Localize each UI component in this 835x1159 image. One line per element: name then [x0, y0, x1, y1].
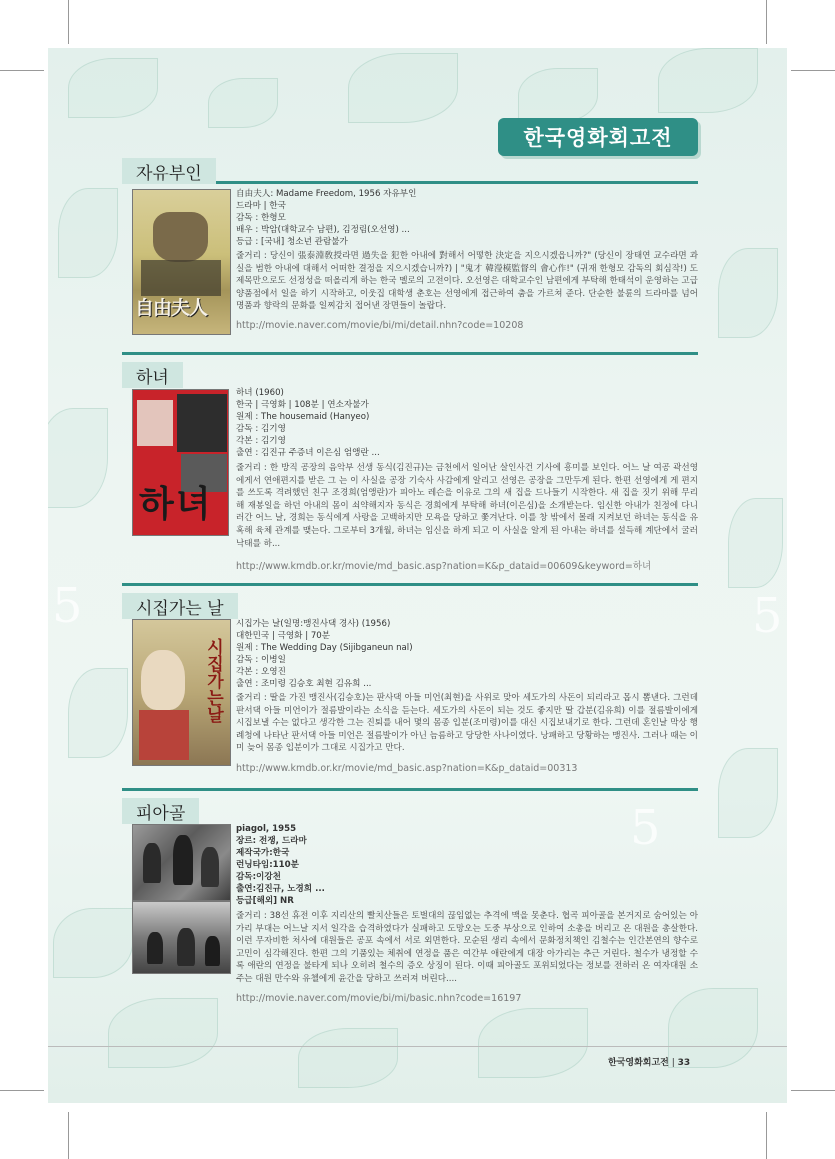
info-line: 출연:김진규, 노경희 ...: [236, 884, 325, 894]
info-line: 원제 : The Wedding Day (Sijibganeun nal): [236, 643, 413, 653]
info-line: 원제 : The housemaid (Hanyeo): [236, 412, 370, 422]
info-line: 장르: 전쟁, 드라마: [236, 836, 307, 846]
info-line: 드라마 | 한국: [236, 201, 286, 211]
crop-mark: [0, 1090, 44, 1091]
crop-mark: [766, 1112, 767, 1159]
poster-title: 自由夫人: [135, 297, 208, 319]
info-line: 출연 : 조미령 김승호 최현 김유희 ...: [236, 679, 372, 689]
section-rule: [122, 352, 698, 355]
section-rule: [122, 788, 698, 791]
footer-title: 한국영화회고전: [608, 1058, 669, 1068]
section-heading: 피아골: [122, 798, 199, 824]
info-line: 시집가는 날(일명:맹진사댁 경사) (1956): [236, 619, 391, 629]
info-line: 런닝타임:110분: [236, 860, 299, 870]
movie-poster: [132, 619, 231, 766]
info-line: 배우 : 박암(대학교수 남편), 김정림(오선영) ...: [236, 225, 410, 235]
info-line: 등급[해외] NR: [236, 896, 294, 906]
page-title: 한국영화회고전: [498, 118, 698, 156]
movie-link[interactable]: http://movie.naver.com/movie/bi/mi/basic.nhn?code=16197: [236, 993, 522, 1004]
movie-poster: [132, 389, 229, 536]
movie-still-top: [132, 824, 231, 901]
page-number: 33: [677, 1058, 691, 1068]
movie-link[interactable]: http://www.kmdb.or.kr/movie/md_basic.asp?nation=K&p_dataid=00313: [236, 763, 578, 774]
info-line: 감독:이강천: [236, 872, 281, 882]
section-heading: 하녀: [122, 362, 183, 388]
info-line: 등급 : [국내] 청소년 관람불가: [236, 237, 348, 247]
section-heading: 자유부인: [122, 158, 216, 184]
movie-still-bottom: [132, 901, 231, 974]
info-line: 감독 : 김기영: [236, 424, 286, 434]
movie-link[interactable]: http://movie.naver.com/movie/bi/mi/detail.nhn?code=10208: [236, 320, 524, 331]
movie-info: [236, 387, 380, 459]
movie-info: [236, 188, 416, 248]
section-heading: 시집가는 날: [122, 593, 238, 619]
crop-mark: [791, 70, 835, 71]
info-line: 출연 : 김진규 주증녀 이은심 엄앵란 ...: [236, 448, 380, 458]
movie-poster: [132, 189, 231, 335]
page-footer: [608, 1055, 690, 1068]
info-line: 대한민국 | 극영화 | 70분: [236, 631, 331, 641]
movie-synopsis: 줄거리 : 딸을 가진 맹진사(김승호)는 판사댁 아들 미언(최현)을 사위로 맞아 세도가의 사돈이 되리라고 몹시 뽐낸다. 그런데 판서댁 아들 미언이가 절름발이라는 소식을 듣는다. 세도가의 사돈이 되는 것도 좋지만 딸 갑분(김유희) 이를 절름발이에게 시집보낼 수는 없다고 생각한 그는 진퇴를 내어 몇의 몸종 입분(조미령)이를 대신 시집보내기로 한다. 그런데 혼인날 막상 행례청에 나타난 판서댁 아들 미언은 절름발이가 아닌 늠름하고 당당한 사나이였다. 낭패하고 당황하는 맹진사. 그러나 때는 이미 늦어 몸종 입분이가 그대로 시집가고 만다.: [236, 693, 698, 754]
crop-mark: [791, 1090, 835, 1091]
crop-mark: [68, 1112, 69, 1159]
footer-divider: [48, 1046, 787, 1047]
movie-info: [236, 618, 413, 690]
info-line: 自由夫人: Madame Freedom, 1956 자유부인: [236, 189, 417, 199]
crop-mark: [68, 0, 69, 44]
info-line: 한국 | 극영화 | 108분 | 연소자불가: [236, 400, 369, 410]
watermark-number: 5: [752, 588, 783, 644]
crop-mark: [0, 70, 44, 71]
info-line: 하녀 (1960): [236, 388, 284, 398]
poster-title: 하녀: [139, 484, 213, 525]
section-rule: [122, 583, 698, 586]
movie-synopsis: 줄거리 : 당신이 張泰淵敎授라면 過失을 犯한 아내에 對해서 어떻한 決定을 지으시겠읍니까?" (당신이 장태연 교수라면 과실을 범한 아내에 대해서 어떠한 결정을 지으시겠습니까?) | "鬼才 韓瀅模監督의 會心作!" (귀재 한형모 감독의 회심작!) 도 제목만으로도 선정성을 떠올리게 하는 한국 멜로의 고전이다. 오선영은 대학교수인 남편에게 부탁해 한태석이 운영하는 고급 양품점에서 일을 하기 시작하고, 이웃집 대학생 춘호는 선영에게 접근하여 춤을 가르쳐 준다. 단순한 불륜의 드라마를 넘어 명품과 향락의 문화를 일찌감치 접어낸 장면들이 놀랍다.: [236, 251, 698, 312]
info-line: 감독 : 이병일: [236, 655, 286, 665]
movie-synopsis: 줄거리 : 38선 휴전 이후 지리산의 빨치산들은 토벌대의 끊임없는 추격에 맥을 못춘다. 협곡 피아골을 본거지로 숨어있는 아가리 부대는 어느날 지서 일각을 습격하였다가 실패하고 도망오는 도중 부상으로 인하여 소총을 버리고 온 대원을 총살한다. 이런 무자비한 처사에 대원들은 공포 속에서 서로 외면한다. 모순된 생리 속에서 문화정치책인 김철수는 인간본연의 향수로 고민이 심각해진다. 한편 그의 기품있는 체취에 연정을 품은 여간부 애란에게 대장 아가리는 추근 거린다. 철수가 냉정할 수록 애란의 연정을 불타게 되나 오히려 철수의 증오 상징이 된다. 이때 피아골도 포위되었다는 정보를 전하러 온 여자대원 소주는 대원 만수와 유첼에게 윤간을 당하고 쓰러져 버린다....: [236, 911, 698, 984]
info-line: 각본 : 김기영: [236, 436, 286, 446]
info-line: 감독 : 한형모: [236, 213, 286, 223]
poster-title: 시집가는날: [203, 638, 223, 723]
watermark-number: 5: [630, 800, 661, 856]
watermark-number: 5: [52, 578, 83, 634]
movie-info: [236, 823, 325, 907]
info-line: piagol, 1955: [236, 824, 297, 834]
crop-mark: [766, 0, 767, 44]
info-line: 각본 : 오영진: [236, 667, 286, 677]
movie-link[interactable]: http://www.kmdb.or.kr/movie/md_basic.asp?nation=K&p_dataid=00609&keyword=하녀: [236, 561, 652, 572]
footer-separator: |: [671, 1058, 678, 1068]
movie-synopsis: 줄거리 : 한 방직 공장의 음악부 선생 동식(김진규)는 금천에서 일어난 살인사건 기사에 흥미를 보인다. 어느 날 여공 곽선영에게서 연애편지를 받은 그 는 이 사실을 공장 기숙사 사감에게 알리고 선영은 공장을 그만두게 된다. 한편 선영에게 게 편지를 쓰도록 격려했던 친구 조경희(엄앵란)가 피아노 레슨을 이유로 그의 새 집을 드나들기 시작한다. 새 집을 짓기 위해 무리해 재봉일을 하던 아내의 몸이 쇠약해지자 동식은 경희에게 부탁해 하녀(이은심)을 소개받는다. 임신한 아내가 친정에 다니러간 어느 날, 경희는 동식에게 사랑을 고백하지만 모욕을 당하고 쫓겨난다. 이를 창 밖에서 몰래 지켜보던 하녀는 동식을 유혹해 육체 관계를 맺는다. 그로부터 3개월, 하녀는 임신을 하게 되고 이 사실을 알게 된 아내는 하녀를 설득해 계단에서 굴러 낙태를 하...: [236, 463, 698, 549]
info-line: 제작국가:한국: [236, 848, 290, 858]
